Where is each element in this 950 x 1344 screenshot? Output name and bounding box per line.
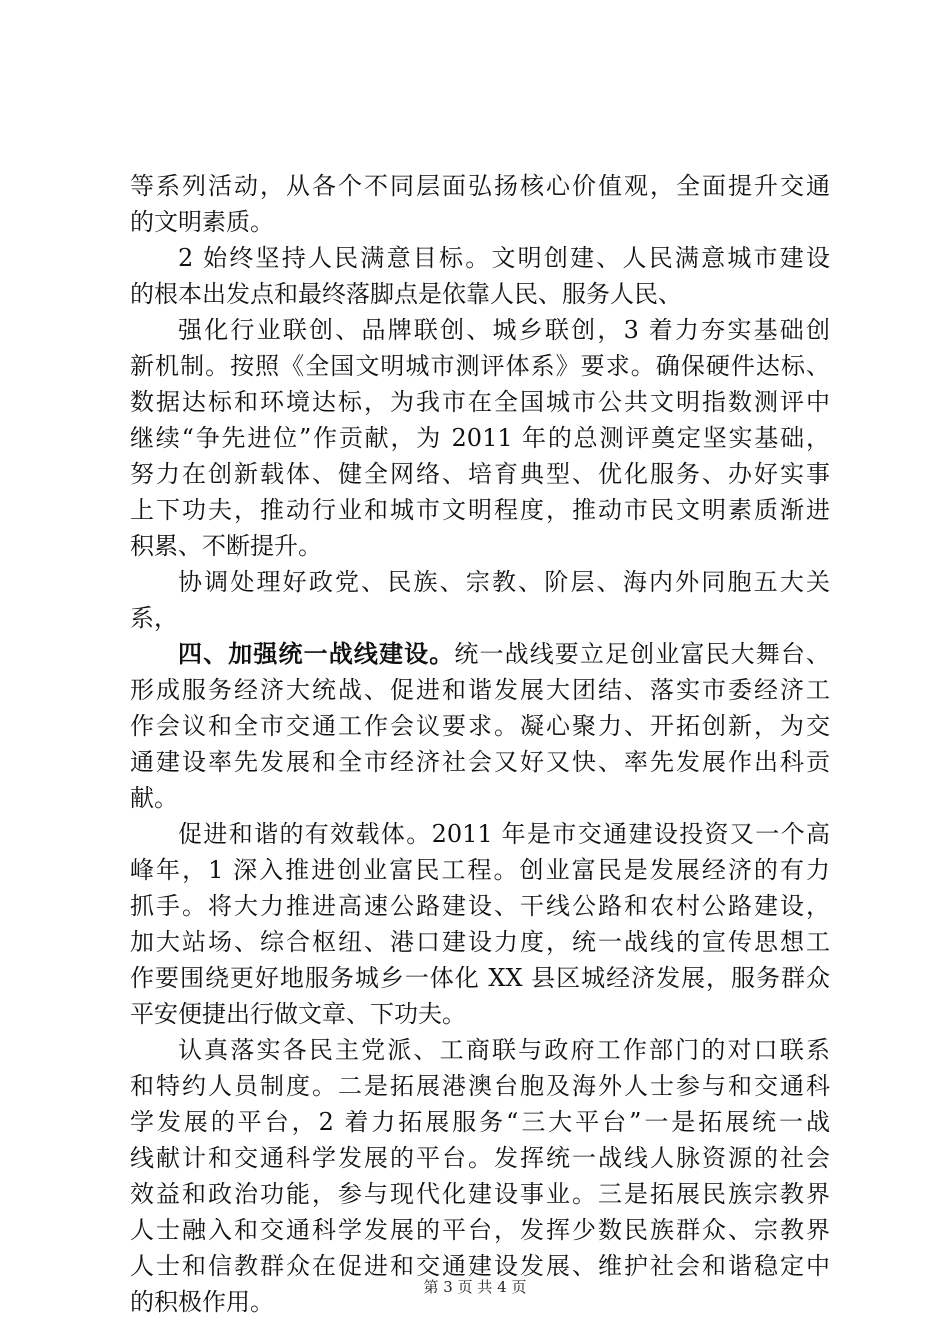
text-line: 协调处理好政党、民族、宗教、阶层、海内外同胞五大关 (178, 568, 830, 596)
text-line: 2 始终坚持人民满意目标。文明创建、人民满意城市建设 (178, 244, 830, 272)
text-line: 努力在创新载体、健全网络、培育典型、优化服务、办好实事 (130, 460, 830, 488)
text-line: 的文明素质。 (130, 208, 274, 236)
text-line: 强化行业联创、品牌联创、城乡联创，3 着力夯实基础创 (178, 316, 830, 344)
text-line: 系， (130, 604, 178, 632)
section-heading: 四、加强统一战线建设。 (178, 639, 455, 668)
text-line: 等系列活动，从各个不同层面弘扬核心价值观，全面提升交通 (130, 172, 830, 200)
text-line: 效益和政治功能，参与现代化建设事业。三是拓展民族宗教界 (130, 1180, 830, 1208)
text-line: 平安便捷出行做文章、下功夫。 (130, 1000, 466, 1028)
text-line: 形成服务经济大统战、促进和谐发展大团结、落实市委经济工 (130, 676, 830, 704)
text-line: 和特约人员制度。二是拓展港澳台胞及海外人士参与和交通科 (130, 1072, 830, 1100)
text-span: 统一战线要立足创业富民大舞台、 (454, 640, 831, 668)
text-line: 新机制。按照《全国文明城市测评体系》要求。确保硬件达标、 (130, 352, 830, 380)
text-line: 学发展的平台，2 着力拓展服务“三大平台”一是拓展统一战 (130, 1108, 830, 1136)
text-line: 抓手。将大力推进高速公路建设、干线公路和农村公路建设， (130, 892, 830, 920)
text-line: 继续“争先进位”作贡献，为 2011 年的总测评奠定坚实基础， (130, 424, 830, 452)
text-line: 峰年，1 深入推进创业富民工程。创业富民是发展经济的有力 (130, 856, 830, 884)
text-line: 作会议和全市交通工作会议要求。凝心聚力、开拓创新，为交 (130, 712, 830, 740)
text-line: 献。 (130, 784, 178, 812)
text-line: 人士融入和交通科学发展的平台，发挥少数民族群众、宗教界 (130, 1216, 830, 1244)
document-body (130, 168, 830, 1320)
text-line: 促进和谐的有效载体。2011 年是市交通建设投资又一个高 (178, 820, 830, 848)
text-line: 认真落实各民主党派、工商联与政府工作部门的对口联系 (178, 1036, 830, 1064)
page-footer: 第 3 页 共 4 页 (423, 1278, 527, 1296)
text-line: 加大站场、综合枢纽、港口建设力度，统一战线的宣传思想工 (130, 928, 830, 956)
text-line: 上下功夫，推动行业和城市文明程度，推动市民文明素质渐进 (130, 496, 830, 524)
text-line: 人士和信教群众在促进和交通建设发展、维护社会和谐稳定中 (130, 1252, 830, 1280)
text-line: 通建设率先发展和全市经济社会又好又快、率先发展作出科贡 (130, 748, 830, 776)
text-line: 作要围绕更好地服务城乡一体化 XX 县区城经济发展，服务群众 (130, 964, 830, 992)
text-line: 的根本出发点和最终落脚点是依靠人民、服务人民、 (130, 280, 682, 308)
text-line: 数据达标和环境达标，为我市在全国城市公共文明指数测评中 (130, 388, 830, 416)
text-line: 的积极作用。 (130, 1288, 274, 1316)
text-line: 积累、不断提升。 (130, 532, 322, 560)
text-line: 线献计和交通科学发展的平台。发挥统一战线人脉资源的社会 (130, 1144, 830, 1172)
section-heading-line (130, 636, 830, 672)
